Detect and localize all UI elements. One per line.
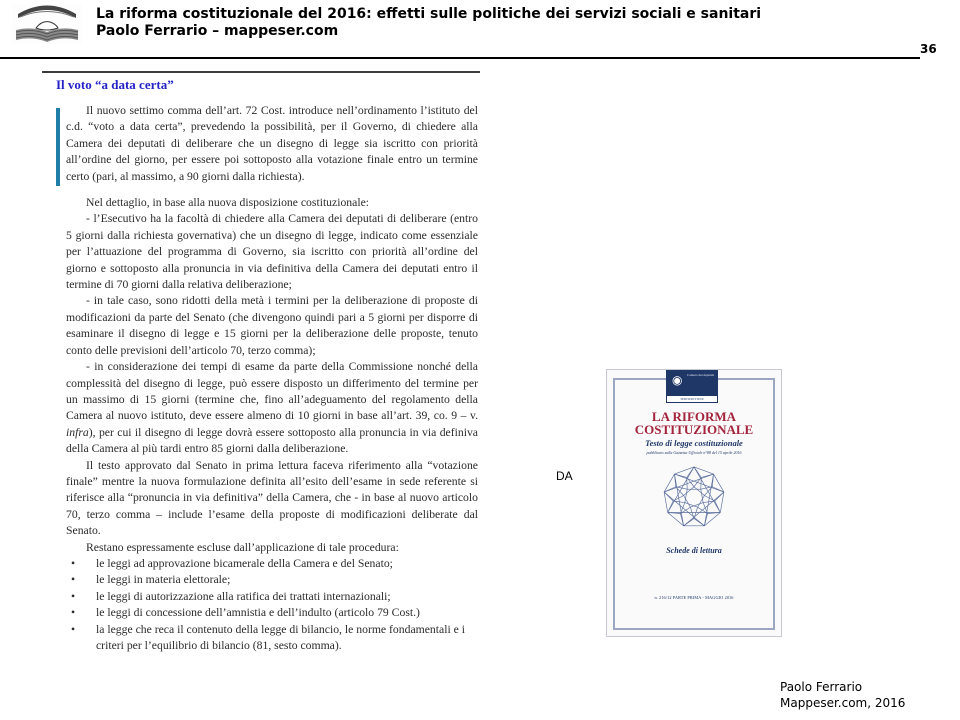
geometric-emblem-icon [661, 463, 727, 529]
title-line-2: Paolo Ferrario – mappeser.com [96, 23, 339, 39]
bullet-icon: • [71, 622, 76, 636]
footer-site-year: Mappeser.com, 2016 [780, 696, 906, 710]
bullet-icon: • [71, 573, 76, 587]
list-item-text: le leggi di concessione dell’amnistia e dell’indulto (articolo 79 Cost.) [96, 606, 420, 620]
cover-issue: n. 216/12 PARTE PRIMA - MAGGIO 2016 [654, 595, 734, 600]
bullet-icon: • [71, 606, 76, 620]
cover-title [607, 410, 781, 436]
list-item [66, 622, 478, 655]
cover-title-line-1: LA RIFORMA [651, 409, 737, 424]
bullet-icon: • [71, 589, 76, 603]
detail-intro: Nel dettaglio, in base alla nuova disposizione costituzionale: [86, 196, 370, 210]
point-3-text-a: - in considerazione dei tempi di esame da parte della Commissione nonché della complessità del disegno di legge, può essere disposto un differimento del termine per un massimo di 15 giorni (termine che, fino all’adeguamento del regolamento della Camera al nuovo istituto, deve essere almeno di 10 giorni in base all’art. 39, co. 9 – v. [66, 360, 478, 423]
cover-publication: pubblicato sulla Gazzetta Ufficiale n°88 del 15 aprile 2016 [646, 450, 742, 455]
title-line-1: La riforma costituzionale del 2016: effetti sulle politiche dei servizi sociali e sanitari [96, 6, 762, 22]
list-item-text: le leggi ad approvazione bicamerale della Camera e del Senato; [96, 556, 393, 570]
footer-credit [780, 679, 905, 711]
book-handshake-logo [12, 4, 82, 44]
footer-author: Paolo Ferrario [780, 680, 863, 694]
header-divider [0, 57, 920, 59]
list-item [66, 556, 478, 572]
bullet-icon: • [71, 556, 76, 570]
list-item-text: la legge che reca il contenuto della legge di bilancio, le norme fondamentali e i criteri per l’equilibrio di bilancio (81, sesto comma). [96, 622, 465, 652]
badge-text: Camera dei deputati [687, 373, 715, 377]
presentation-title [96, 6, 761, 40]
point-3-text-b: ), per cui il disegno di legge dovrà essere sottoposto alla pronuncia in via definiva della Camera al più tardi entro 85 giorni dalla deliberazione. [66, 425, 478, 456]
page-number: 36 [920, 42, 937, 56]
list-item [66, 605, 478, 621]
list-item-text: le leggi di autorizzazione alla ratifica dei trattati internazionali; [96, 589, 391, 603]
cover-title-line-2: COSTITUZIONALE [634, 422, 754, 437]
exclusions-list [66, 556, 478, 654]
cover-subtitle: Testo di legge costituzionale [645, 438, 743, 448]
badge-footer: SERVIZIO STUDI [666, 395, 718, 403]
camera-badge [666, 370, 718, 403]
section-heading: Il voto “a data certa” [56, 77, 174, 92]
source-label: DA [556, 469, 573, 483]
point-3 [66, 359, 478, 457]
list-item-text: le leggi in materia elettorale; [96, 573, 231, 587]
cover-series: Schede di lettura [666, 546, 722, 555]
book-cover [606, 369, 782, 637]
camera-emblem-icon: ◉ [672, 373, 683, 387]
list-item [66, 572, 478, 588]
excerpt-body [66, 103, 478, 654]
exclusions-intro: Restano espressamente escluse dall’applicazione di tale procedura: [86, 540, 399, 554]
senate-paragraph: Il testo approvato dal Senato in prima lettura faceva riferimento alla “votazione finale” mentre la nuova formulazione definita all’esito dell’esame in sede referente si riferisce alla “pronuncia in via definitiva” della Camera, che - in base al nuovo articolo 70, terzo comma – include l’esame della proposte di modificazioni deliberate dal Senato. [66, 458, 478, 538]
excerpt-top-rule [42, 71, 480, 73]
list-item [66, 589, 478, 605]
point-3-italic: infra [66, 425, 89, 439]
point-2: - in tale caso, sono ridotti della metà i termini per la deliberazione di proposte di modificazioni da parte del Senato (che divengono quindi pari a 5 giorni per disporre di esaminare il disegno di legge e 15 giorni per la deliberazione delle proposte, tenuto conto delle previsioni dell’articolo 70, terzo comma); [66, 294, 478, 357]
point-1: - l’Esecutivo ha la facoltà di chiedere alla Camera dei deputati di deliberare (entro 5 giorni dalla richiesta governativa) che un disegno di legge, indicato come essenziale per l’attuazione del programma di Governo, sia iscritto con priorità all’ordine del giorno e sottoposto alla pronuncia in via definitiva della Camera dei deputati entro il termine di 70 giorni dalla relativa deliberazione; [66, 212, 478, 292]
accent-bar [56, 108, 60, 186]
intro-paragraph: Il nuovo settimo comma dell’art. 72 Cost. introduce nell’ordinamento l’istituto del c.d. “voto a data certa”, prevedendo la possibilità, per il Governo, di chiedere alla Camera dei deputati di deliberare che un disegno di legge sia iscritto con priorità all’ordine del giorno, per essere poi sottoposto alla votazione finale entro un termine certo (pari, al massimo, a 90 giorni dalla richiesta). [66, 104, 478, 183]
document-excerpt [42, 71, 482, 661]
